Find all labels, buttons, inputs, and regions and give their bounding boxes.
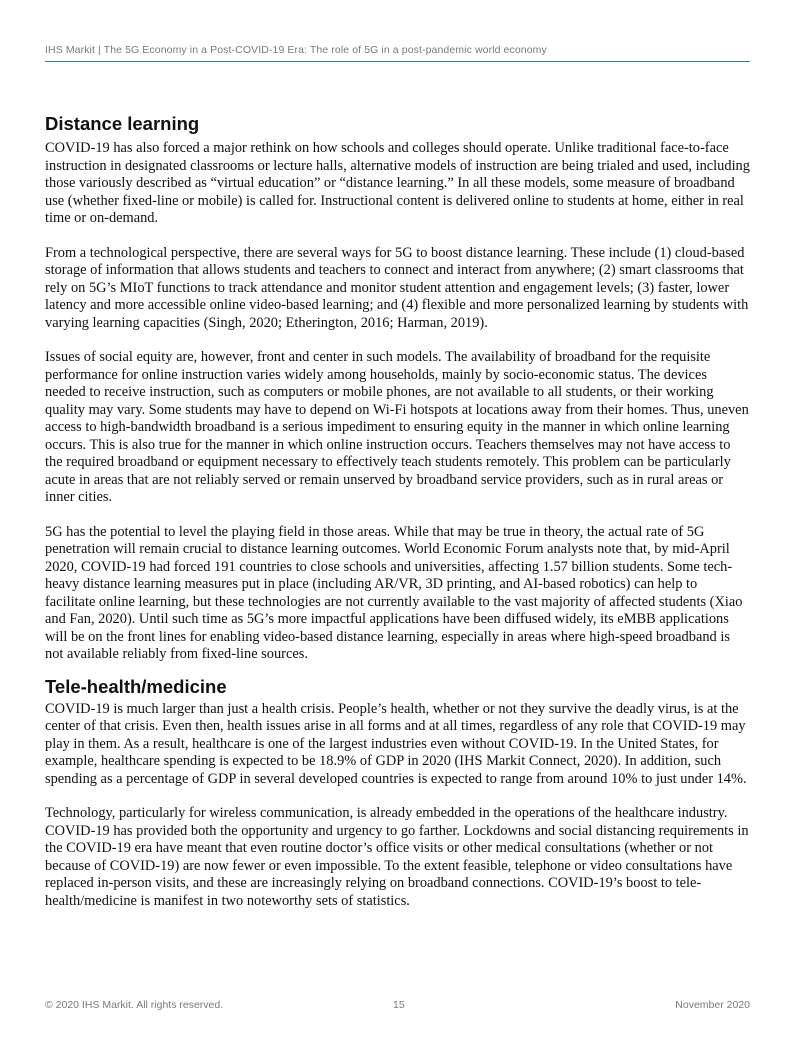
paragraph: COVID-19 has also forced a major rethink on how schools and colleges should operate. Unlike traditional face-to-face instruction in designated classrooms or lecture halls, alternative models of instruction are being trialed and used, including those variously described as “virtual education” or “distance learning.” In all these models, some measure of broadband use (whether fixed-line or mobile) is called for. Instructional content is delivered online to students at home, either in real time or on-demand. (45, 140, 750, 226)
running-header: IHS Markit | The 5G Economy in a Post-COVID-19 Era: The role of 5G in a post-pandemic world economy (45, 44, 547, 56)
page-number: 15 (393, 999, 405, 1011)
paragraph: Technology, particularly for wireless communication, is already embedded in the operations of the healthcare industry. COVID-19 has provided both the opportunity and urgency to go farther. Lockdowns and social distancing requirements in the COVID-19 era have meant that even routine doctor’s office visits or other medical consultations (whether or not because of COVID-19) are now fewer or even impossible. To the extent feasible, telephone or video consultations have replaced in-person visits, and these are increasingly relying on broadband connections. COVID-19’s boost to tele-health/medicine is manifest in two noteworthy sets of statistics. (45, 805, 749, 909)
paragraph: 5G has the potential to level the playing field in those areas. While that may be true in theory, the actual rate of 5G penetration will remain crucial to distance learning outcomes. World Economic Forum analysts note that, by mid-April 2020, COVID-19 had forced 191 countries to close schools and universities, affecting 1.57 billion students. Some tech-heavy distance learning measures put in place (including AR/VR, 3D printing, and AI-based robotics) can help to facilitate online learning, but these technologies are not currently available to the vast majority of affected students (Xiao and Fan, 2020). Until such time as 5G’s more impactful applications have been diffused widely, its eMBB applications will be on the front lines for enabling video-based distance learning, especially in areas where high-speed broadband is not available reliably from fixed-line sources. (45, 523, 743, 662)
paragraph: Issues of social equity are, however, front and center in such models. The availability of broadband for the requisite performance for online instruction varies widely among households, mainly by socio-economic status. The devices needed to receive instruction, such as computers or mobile phones, are not available to all students, or their working quality may vary. Some students may have to depend on Wi-Fi hotspots at locations away from their homes. Thus, uneven access to high-bandwidth broadband is a serious impediment to ensuring equity in the manner in which online learning occurs. This is also true for the manner in which online instruction occurs. Teachers themselves may not have access to the required broadband or equipment necessary to effectively teach students remotely. This problem can be particularly acute in areas that are not reliably served or remain unserved by broadband service providers, such as in rural areas or inner cities. (45, 349, 749, 505)
section-heading-distance-learning: Distance learning (45, 113, 200, 134)
paragraph: From a technological perspective, there are several ways for 5G to boost distance learning. These include (1) cloud-based storage of information that allows students and teachers to connect and interact from anywhere; (2) smart classrooms that rely on 5G’s MIoT functions to track attendance and monitor student attention and engagement levels; (3) faster, lower latency and more accessible online video-based learning; and (4) flexible and more personalized learning by students with varying learning capacities (Singh, 2020; Etherington, 2016; Harman, 2019). (45, 244, 749, 331)
section-heading-tele-health: Tele-health/medicine (45, 675, 227, 697)
copyright-notice: © 2020 IHS Markit. All rights reserved. (45, 999, 224, 1011)
page-body (45, 112, 751, 910)
header-divider (45, 61, 750, 62)
paragraph: COVID-19 is much larger than just a health crisis. People’s health, whether or not they survive the deadly virus, is at the center of that crisis. Even then, health issues arise in all forms and at all times, regardless of any role that COVID-19 may play in them. As a result, healthcare is one of the largest industries even without COVID-19. In the United States, for example, healthcare spending is expected to be 18.9% of GDP in 2020 (IHS Markit Connect, 2020). In addition, such spending as a percentage of GDP in several developed countries is expected to range from around 10% to just under 14%. (45, 700, 747, 787)
publication-date: November 2020 (675, 999, 750, 1011)
